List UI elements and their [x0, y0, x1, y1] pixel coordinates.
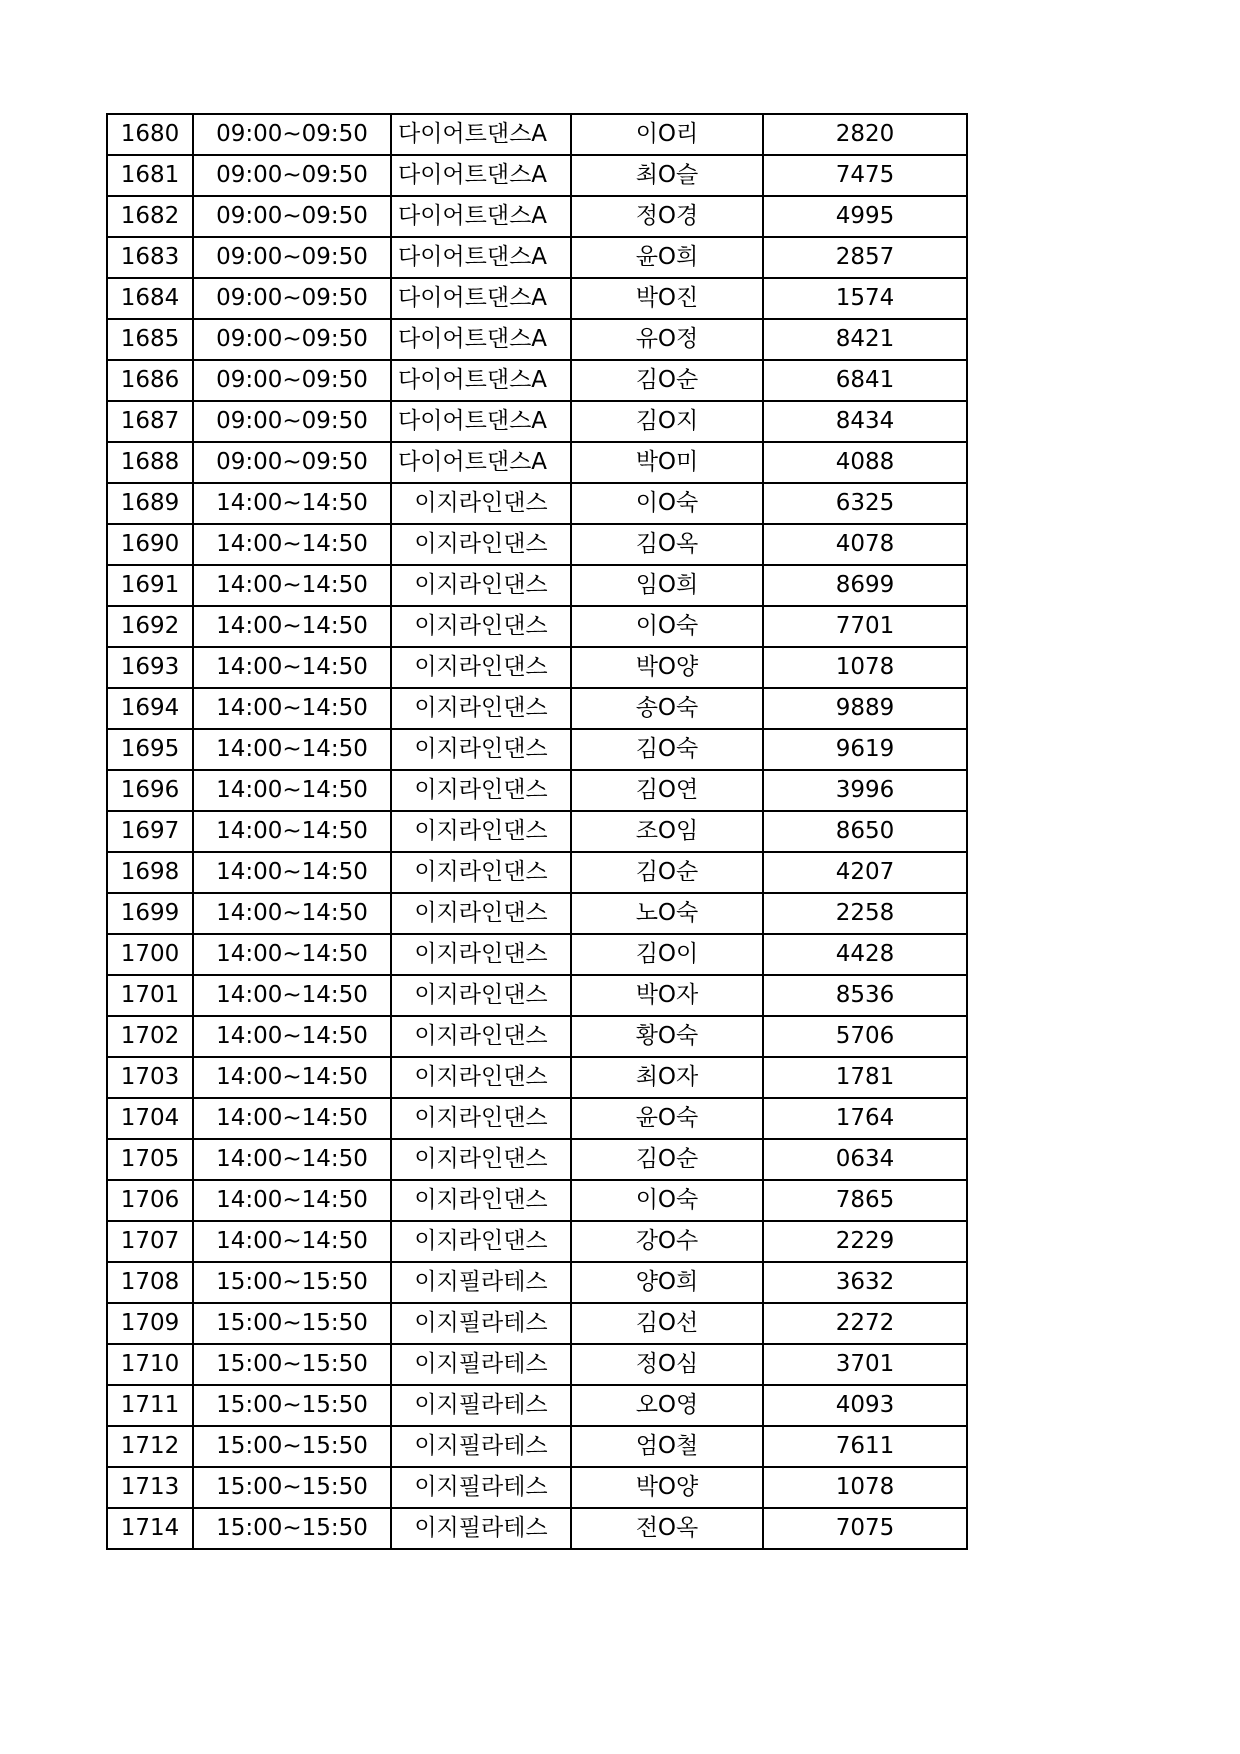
row-number-cell: 1711	[107, 1385, 193, 1426]
row-number-cell: 1683	[107, 237, 193, 278]
time-slot-cell: 14:00~14:50	[193, 934, 391, 975]
class-name-cell: 다이어트댄스A	[391, 401, 571, 442]
row-number-cell: 1708	[107, 1262, 193, 1303]
registration-table	[106, 113, 968, 1550]
participant-name-cell: 정O경	[571, 196, 763, 237]
participant-name-cell: 김O이	[571, 934, 763, 975]
time-slot-cell: 14:00~14:50	[193, 647, 391, 688]
class-name-cell: 이지라인댄스	[391, 565, 571, 606]
time-slot-cell: 09:00~09:50	[193, 360, 391, 401]
class-name-cell: 다이어트댄스A	[391, 319, 571, 360]
class-name-cell: 다이어트댄스A	[391, 114, 571, 155]
participant-name-cell: 정O심	[571, 1344, 763, 1385]
participant-name-cell: 김O순	[571, 1139, 763, 1180]
participant-name-cell: 조O임	[571, 811, 763, 852]
code-cell: 9619	[763, 729, 967, 770]
time-slot-cell: 14:00~14:50	[193, 893, 391, 934]
table-row	[107, 483, 967, 524]
code-cell: 1078	[763, 1467, 967, 1508]
time-slot-cell: 14:00~14:50	[193, 729, 391, 770]
time-slot-cell: 09:00~09:50	[193, 237, 391, 278]
table-row	[107, 811, 967, 852]
row-number-cell: 1702	[107, 1016, 193, 1057]
time-slot-cell: 14:00~14:50	[193, 524, 391, 565]
table-row	[107, 319, 967, 360]
time-slot-cell: 14:00~14:50	[193, 1016, 391, 1057]
row-number-cell: 1710	[107, 1344, 193, 1385]
participant-name-cell: 오O영	[571, 1385, 763, 1426]
table-row	[107, 1221, 967, 1262]
table-row	[107, 1180, 967, 1221]
class-name-cell: 이지라인댄스	[391, 975, 571, 1016]
class-name-cell: 이지라인댄스	[391, 483, 571, 524]
code-cell: 3701	[763, 1344, 967, 1385]
code-cell: 6325	[763, 483, 967, 524]
code-cell: 5706	[763, 1016, 967, 1057]
row-number-cell: 1714	[107, 1508, 193, 1549]
code-cell: 0634	[763, 1139, 967, 1180]
code-cell: 2857	[763, 237, 967, 278]
row-number-cell: 1701	[107, 975, 193, 1016]
table-row	[107, 196, 967, 237]
time-slot-cell: 14:00~14:50	[193, 770, 391, 811]
time-slot-cell: 14:00~14:50	[193, 1057, 391, 1098]
time-slot-cell: 14:00~14:50	[193, 975, 391, 1016]
time-slot-cell: 09:00~09:50	[193, 319, 391, 360]
class-name-cell: 이지라인댄스	[391, 770, 571, 811]
row-number-cell: 1691	[107, 565, 193, 606]
row-number-cell: 1709	[107, 1303, 193, 1344]
code-cell: 8434	[763, 401, 967, 442]
row-number-cell: 1688	[107, 442, 193, 483]
row-number-cell: 1680	[107, 114, 193, 155]
code-cell: 8536	[763, 975, 967, 1016]
participant-name-cell: 이O리	[571, 114, 763, 155]
code-cell: 1764	[763, 1098, 967, 1139]
table-row	[107, 893, 967, 934]
row-number-cell: 1695	[107, 729, 193, 770]
table-row	[107, 975, 967, 1016]
code-cell: 7075	[763, 1508, 967, 1549]
time-slot-cell: 14:00~14:50	[193, 483, 391, 524]
row-number-cell: 1682	[107, 196, 193, 237]
participant-name-cell: 박O자	[571, 975, 763, 1016]
row-number-cell: 1704	[107, 1098, 193, 1139]
table-row	[107, 729, 967, 770]
time-slot-cell: 15:00~15:50	[193, 1303, 391, 1344]
code-cell: 1574	[763, 278, 967, 319]
participant-name-cell: 이O숙	[571, 606, 763, 647]
time-slot-cell: 15:00~15:50	[193, 1385, 391, 1426]
row-number-cell: 1686	[107, 360, 193, 401]
time-slot-cell: 15:00~15:50	[193, 1262, 391, 1303]
class-name-cell: 다이어트댄스A	[391, 196, 571, 237]
table-row	[107, 1426, 967, 1467]
table-row	[107, 1098, 967, 1139]
code-cell: 4207	[763, 852, 967, 893]
participant-name-cell: 엄O철	[571, 1426, 763, 1467]
table-row	[107, 647, 967, 688]
code-cell: 9889	[763, 688, 967, 729]
code-cell: 1078	[763, 647, 967, 688]
class-name-cell: 이지필라테스	[391, 1385, 571, 1426]
table-row	[107, 1508, 967, 1549]
code-cell: 1781	[763, 1057, 967, 1098]
row-number-cell: 1698	[107, 852, 193, 893]
code-cell: 7701	[763, 606, 967, 647]
participant-name-cell: 최O자	[571, 1057, 763, 1098]
time-slot-cell: 15:00~15:50	[193, 1467, 391, 1508]
row-number-cell: 1696	[107, 770, 193, 811]
participant-name-cell: 강O수	[571, 1221, 763, 1262]
time-slot-cell: 14:00~14:50	[193, 1139, 391, 1180]
class-name-cell: 이지라인댄스	[391, 934, 571, 975]
table-row	[107, 1303, 967, 1344]
row-number-cell: 1692	[107, 606, 193, 647]
participant-name-cell: 박O양	[571, 647, 763, 688]
code-cell: 4428	[763, 934, 967, 975]
time-slot-cell: 14:00~14:50	[193, 1098, 391, 1139]
participant-name-cell: 양O희	[571, 1262, 763, 1303]
code-cell: 8699	[763, 565, 967, 606]
class-name-cell: 이지라인댄스	[391, 852, 571, 893]
code-cell: 2820	[763, 114, 967, 155]
participant-name-cell: 황O숙	[571, 1016, 763, 1057]
row-number-cell: 1689	[107, 483, 193, 524]
code-cell: 4088	[763, 442, 967, 483]
code-cell: 4078	[763, 524, 967, 565]
participant-name-cell: 이O숙	[571, 483, 763, 524]
class-name-cell: 이지필라테스	[391, 1262, 571, 1303]
class-name-cell: 다이어트댄스A	[391, 360, 571, 401]
table-row	[107, 1385, 967, 1426]
class-name-cell: 이지라인댄스	[391, 647, 571, 688]
table-row	[107, 1139, 967, 1180]
time-slot-cell: 15:00~15:50	[193, 1344, 391, 1385]
row-number-cell: 1687	[107, 401, 193, 442]
code-cell: 2272	[763, 1303, 967, 1344]
code-cell: 7611	[763, 1426, 967, 1467]
participant-name-cell: 송O숙	[571, 688, 763, 729]
participant-name-cell: 김O순	[571, 360, 763, 401]
participant-name-cell: 박O미	[571, 442, 763, 483]
participant-name-cell: 김O연	[571, 770, 763, 811]
class-name-cell: 이지라인댄스	[391, 1139, 571, 1180]
table-row	[107, 1016, 967, 1057]
row-number-cell: 1690	[107, 524, 193, 565]
row-number-cell: 1685	[107, 319, 193, 360]
table-row	[107, 852, 967, 893]
row-number-cell: 1700	[107, 934, 193, 975]
time-slot-cell: 09:00~09:50	[193, 401, 391, 442]
table-row	[107, 155, 967, 196]
class-name-cell: 이지필라테스	[391, 1303, 571, 1344]
participant-name-cell: 최O슬	[571, 155, 763, 196]
table-row	[107, 1057, 967, 1098]
row-number-cell: 1684	[107, 278, 193, 319]
code-cell: 4995	[763, 196, 967, 237]
class-name-cell: 이지라인댄스	[391, 606, 571, 647]
time-slot-cell: 15:00~15:50	[193, 1508, 391, 1549]
row-number-cell: 1697	[107, 811, 193, 852]
table-row	[107, 360, 967, 401]
class-name-cell: 다이어트댄스A	[391, 155, 571, 196]
class-name-cell: 이지필라테스	[391, 1508, 571, 1549]
table-row	[107, 565, 967, 606]
participant-name-cell: 임O희	[571, 565, 763, 606]
row-number-cell: 1703	[107, 1057, 193, 1098]
table-row	[107, 1262, 967, 1303]
participant-name-cell: 김O숙	[571, 729, 763, 770]
table-row	[107, 1467, 967, 1508]
table-row	[107, 401, 967, 442]
participant-name-cell: 유O정	[571, 319, 763, 360]
row-number-cell: 1705	[107, 1139, 193, 1180]
time-slot-cell: 09:00~09:50	[193, 278, 391, 319]
table-row	[107, 114, 967, 155]
class-name-cell: 다이어트댄스A	[391, 278, 571, 319]
participant-name-cell: 이O숙	[571, 1180, 763, 1221]
code-cell: 8650	[763, 811, 967, 852]
time-slot-cell: 14:00~14:50	[193, 1180, 391, 1221]
table-row	[107, 442, 967, 483]
code-cell: 2229	[763, 1221, 967, 1262]
class-name-cell: 이지라인댄스	[391, 1221, 571, 1262]
table-row	[107, 688, 967, 729]
class-name-cell: 이지라인댄스	[391, 729, 571, 770]
row-number-cell: 1693	[107, 647, 193, 688]
class-name-cell: 이지라인댄스	[391, 524, 571, 565]
time-slot-cell: 14:00~14:50	[193, 811, 391, 852]
time-slot-cell: 09:00~09:50	[193, 155, 391, 196]
code-cell: 6841	[763, 360, 967, 401]
class-name-cell: 이지라인댄스	[391, 688, 571, 729]
class-name-cell: 이지라인댄스	[391, 1098, 571, 1139]
participant-name-cell: 윤O희	[571, 237, 763, 278]
row-number-cell: 1706	[107, 1180, 193, 1221]
code-cell: 3632	[763, 1262, 967, 1303]
class-name-cell: 이지라인댄스	[391, 1057, 571, 1098]
table-row	[107, 1344, 967, 1385]
time-slot-cell: 14:00~14:50	[193, 852, 391, 893]
participant-name-cell: 노O숙	[571, 893, 763, 934]
code-cell: 4093	[763, 1385, 967, 1426]
time-slot-cell: 09:00~09:50	[193, 196, 391, 237]
table-row	[107, 934, 967, 975]
code-cell: 8421	[763, 319, 967, 360]
participant-name-cell: 전O옥	[571, 1508, 763, 1549]
participant-name-cell: 박O양	[571, 1467, 763, 1508]
time-slot-cell: 14:00~14:50	[193, 1221, 391, 1262]
class-name-cell: 이지라인댄스	[391, 811, 571, 852]
class-name-cell: 이지필라테스	[391, 1344, 571, 1385]
class-name-cell: 다이어트댄스A	[391, 237, 571, 278]
time-slot-cell: 15:00~15:50	[193, 1426, 391, 1467]
class-name-cell: 다이어트댄스A	[391, 442, 571, 483]
time-slot-cell: 14:00~14:50	[193, 688, 391, 729]
class-name-cell: 이지필라테스	[391, 1426, 571, 1467]
table-row	[107, 606, 967, 647]
time-slot-cell: 14:00~14:50	[193, 565, 391, 606]
class-name-cell: 이지필라테스	[391, 1467, 571, 1508]
participant-name-cell: 김O옥	[571, 524, 763, 565]
participant-name-cell: 김O선	[571, 1303, 763, 1344]
participant-name-cell: 김O순	[571, 852, 763, 893]
class-name-cell: 이지라인댄스	[391, 1016, 571, 1057]
participant-name-cell: 김O지	[571, 401, 763, 442]
registration-table-body	[107, 114, 967, 1549]
table-row	[107, 524, 967, 565]
participant-name-cell: 윤O숙	[571, 1098, 763, 1139]
code-cell: 2258	[763, 893, 967, 934]
row-number-cell: 1681	[107, 155, 193, 196]
row-number-cell: 1707	[107, 1221, 193, 1262]
time-slot-cell: 09:00~09:50	[193, 442, 391, 483]
row-number-cell: 1713	[107, 1467, 193, 1508]
code-cell: 3996	[763, 770, 967, 811]
row-number-cell: 1694	[107, 688, 193, 729]
code-cell: 7475	[763, 155, 967, 196]
code-cell: 7865	[763, 1180, 967, 1221]
row-number-cell: 1712	[107, 1426, 193, 1467]
table-row	[107, 770, 967, 811]
row-number-cell: 1699	[107, 893, 193, 934]
table-row	[107, 237, 967, 278]
time-slot-cell: 14:00~14:50	[193, 606, 391, 647]
table-row	[107, 278, 967, 319]
participant-name-cell: 박O진	[571, 278, 763, 319]
class-name-cell: 이지라인댄스	[391, 1180, 571, 1221]
class-name-cell: 이지라인댄스	[391, 893, 571, 934]
time-slot-cell: 09:00~09:50	[193, 114, 391, 155]
